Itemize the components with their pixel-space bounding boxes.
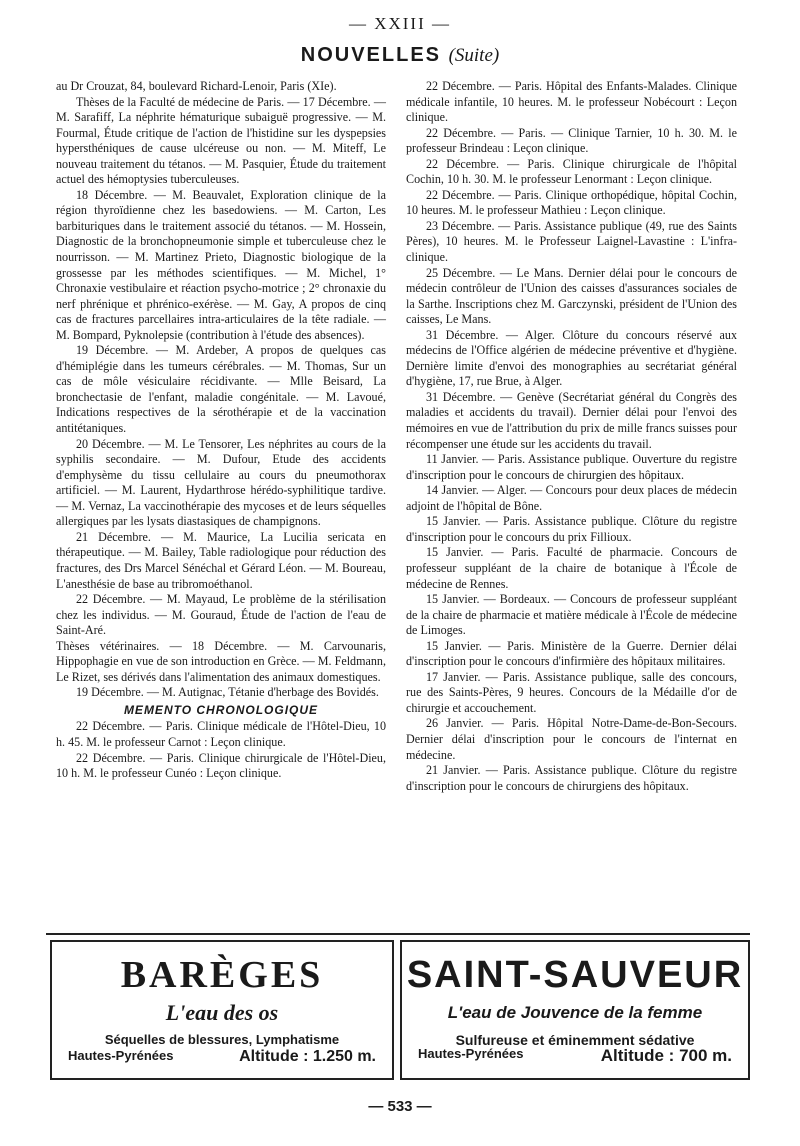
paragraph: 31 Décembre. — Alger. Clôture du concours réservé aux médecins de l'Office algérien de médecine préventive et d'hygiène. Dernière limite d'envoi des monographies au secrétariat général d'hygiène, 17, rue Brue, à Alger.	[406, 327, 737, 389]
paragraph: 15 Janvier. — Paris. Faculté de pharmacie. Concours de professeur suppléant de la chaire de botanique à l'École de médecine de Rennes.	[406, 545, 737, 591]
divider-rule	[46, 933, 750, 935]
paragraph: 15 Janvier. — Paris. Assistance publique. Clôture du registre d'inscription pour le concours du prix Fillioux.	[406, 514, 737, 544]
paragraph: 25 Décembre. — Le Mans. Dernier délai pour le concours de médecin contrôleur de l'Union des caisses d'assurances sociales de la Sarthe. Inscriptions chez M. Garczynski, président de l'Union des caisses, Le Mans.	[406, 265, 737, 327]
title-suite: (Suite)	[448, 45, 500, 66]
ad-bareges-name: BARÈGES	[120, 954, 324, 996]
paragraph: 17 Janvier. — Paris. Assistance publique, salle des concours, rue des Saints-Pères, 9 heures. Concours de la Médaille d'or de chirurgie et accouchement.	[406, 669, 737, 715]
paragraph: 21 Janvier. — Paris. Assistance publique. Clôture du registre d'inscription pour le concours de chirurgiens des hôpitaux.	[406, 763, 737, 793]
memento-heading: MEMENTO CHRONOLOGIQUE	[123, 702, 319, 717]
ad-saint-sauveur-tagline: L'eau de Jouvence de la femme	[447, 1003, 703, 1022]
ad-bareges-region: Hautes-Pyrénées	[68, 1048, 174, 1063]
paragraph: 14 Janvier. — Alger. — Concours pour deux places de médecin adjoint de l'hôpital de Bône.	[406, 483, 737, 513]
paragraph: 15 Janvier. — Bordeaux. — Concours de professeur suppléant de la chaire de pharmacie et matière médicale à l'École de médecine de Limoges.	[406, 592, 737, 638]
paragraph: 19 Décembre. — M. Ardeber, A propos de quelques cas d'hémiplégie dans les tumeurs cérébrales. — M. Thomas, Sur un cas de môle vésiculaire récidivante. — Mlle Beisard, La bronchectasie de l'enfant, maladie congénitale. — M. Lavoué, Indications respectives de la sérothérapie et de la vaccination antitétaniques.	[56, 343, 386, 436]
ad-saint-sauveur-name: SAINT-SAUVEUR	[406, 954, 744, 996]
ad-bareges	[50, 940, 394, 1080]
ad-saint-sauveur-altitude: Altitude : 700 m.	[600, 1046, 732, 1065]
paragraph: 26 Janvier. — Paris. Hôpital Notre-Dame-de-Bon-Secours. Dernier délai d'inscription pour le concours de l'internat en médecine.	[406, 716, 737, 762]
paragraph: 22 Décembre. — Paris. Clinique orthopédique, hôpital Cochin, 10 heures. M. le professeur Mathieu : Leçon clinique.	[406, 187, 737, 218]
paragraph: 31 Décembre. — Genève (Secrétariat général du Congrès des maladies et accidents du travail). Dernier délai pour l'envoi des mémoires en vue de l'attribution du prix de mille francs suisses pour récompenser une étude sur les accidents du travail.	[406, 389, 737, 451]
paragraph: 19 Décembre. — M. Autignac, Tétanie d'herbage des Bovidés.	[76, 685, 379, 700]
title-main: NOUVELLES	[300, 44, 442, 66]
ad-saint-sauveur	[400, 940, 750, 1080]
ad-saint-sauveur-description: Sulfureuse et éminemment sédative	[455, 1032, 695, 1048]
ad-bareges-altitude: Altitude : 1.250 m.	[239, 1048, 376, 1065]
paragraph: au Dr Crouzat, 84, boulevard Richard-Lenoir, Paris (XIe).	[56, 79, 337, 93]
paragraph: Thèses vétérinaires. — 18 Décembre. — M. Carvounaris, Hippophagie en vue de son introduction en Grèce. — M. Feldmann, Le Rizet, ses dérivés dans l'alimentation des animaux domestiques.	[56, 638, 386, 684]
paragraph: 15 Janvier. — Paris. Ministère de la Guerre. Dernier délai d'inscription pour le concours d'infirmière des hôpitaux militaires.	[406, 638, 737, 669]
paragraph: 11 Janvier. — Paris. Assistance publique. Ouverture du registre d'inscription pour le concours de chirurgien des hôpitaux.	[406, 452, 737, 482]
page-roman-number: — XXIII —	[348, 14, 452, 33]
right-column	[406, 79, 737, 794]
ad-bareges-tagline: L'eau des os	[165, 1000, 279, 1025]
page-title	[0, 44, 800, 67]
paragraph: 22 Décembre. — Paris. — Clinique Tarnier, 10 h. 30. M. le professeur Brindeau : Leçon clinique.	[406, 125, 737, 156]
paragraph: 23 Décembre. — Paris. Assistance publique (49, rue des Saints Pères), 10 heures. M. le Professeur Laignel-Lavastine : L'infra-clinique.	[406, 218, 737, 265]
left-column	[56, 79, 386, 782]
paragraph: 22 Décembre. — Paris. Hôpital des Enfants-Malades. Clinique médicale infantile, 10 heures. M. le professeur Nobécourt : Leçon clinique.	[406, 79, 737, 125]
paragraph: Thèses de la Faculté de médecine de Paris. — 17 Décembre. — M. Sarafiff, La néphrite hématurique subaiguë progressive. — M. Fourmal, Étude critique de l'action de l'histidine sur les dyspepsies hypersthéniques de cause ulcéreuse ou non. — M. Miteff, Le nouveau traitement du tétanos. — M. Pasquier, Étude du traitement actuel des hémoptysies tuberculeuses.	[56, 94, 386, 187]
paragraph: 22 Décembre. — M. Mayaud, Le problème de la stérilisation chez les individus. — M. Gouraud, Étude de l'action de l'eau de Saint-Aré.	[56, 592, 386, 638]
ad-bareges-description: Séquelles de blessures, Lymphatisme	[104, 1032, 340, 1047]
ad-saint-sauveur-region: Hautes-Pyrénées	[418, 1046, 524, 1061]
paragraph: 22 Décembre. — Paris. Clinique chirurgicale de l'Hôtel-Dieu, 10 h. M. le professeur Cunéo : Leçon clinique.	[56, 750, 386, 781]
paragraph: 21 Décembre. — M. Maurice, La Lucilia sericata en thérapeutique. — M. Bailey, Table radiologique pour réduction des fractures, des Drs Marcel Sénéchal et Gérard Léon. — M. Boureau, L'anesthésie de base au tribromoéthanol.	[56, 529, 386, 591]
page-number: — 533 —	[368, 1098, 432, 1115]
paragraph: 22 Décembre. — Paris. Clinique médicale de l'Hôtel-Dieu, 10 h. 45. M. le professeur Carnot : Leçon clinique.	[56, 719, 386, 749]
paragraph: 22 Décembre. — Paris. Clinique chirurgicale de l'hôpital Cochin, 10 h. 30. M. le professeur Lenormant : Leçon clinique.	[406, 156, 737, 187]
paragraph: 20 Décembre. — M. Le Tensorer, Les néphrites au cours de la syphilis secondaire. — M. Dufour, Etude des accidents d'emphysème du tissu cellulaire au cours du pneumothorax artificiel. — M. Laurent, Hydarthrose hérédo-syphilitique tardive. — M. Vernaz, La vaccinothérapie des mycoses et de leurs séquelles allergiques par les lysats diastasiques de champignons.	[56, 436, 386, 529]
paragraph: 18 Décembre. — M. Beauvalet, Exploration clinique de la région thyroïdienne chez les basedowiens. — M. Carton, Les barbituriques dans le traitement associé du tétanos. — M. Hossein, Diagnostic de la bronchopneumonie simple et tuberculeuse chez le nourrisson. — M. Martinez Prieto, Diagnostic biologique de la grossesse par les méthodes scientifiques. — M. Michel, 1° Chronaxie vestibulaire et réaction psycho-motrice ; 2° chronaxie du nerf phrénique et phrénico-exérèse. — M. Gay, A propos de cinq cas de fractures parcellaires intra-articulaires de la tête radiale. — M. Bompard, Pyknolepsie (contribution à l'étude des absences).	[56, 187, 386, 342]
